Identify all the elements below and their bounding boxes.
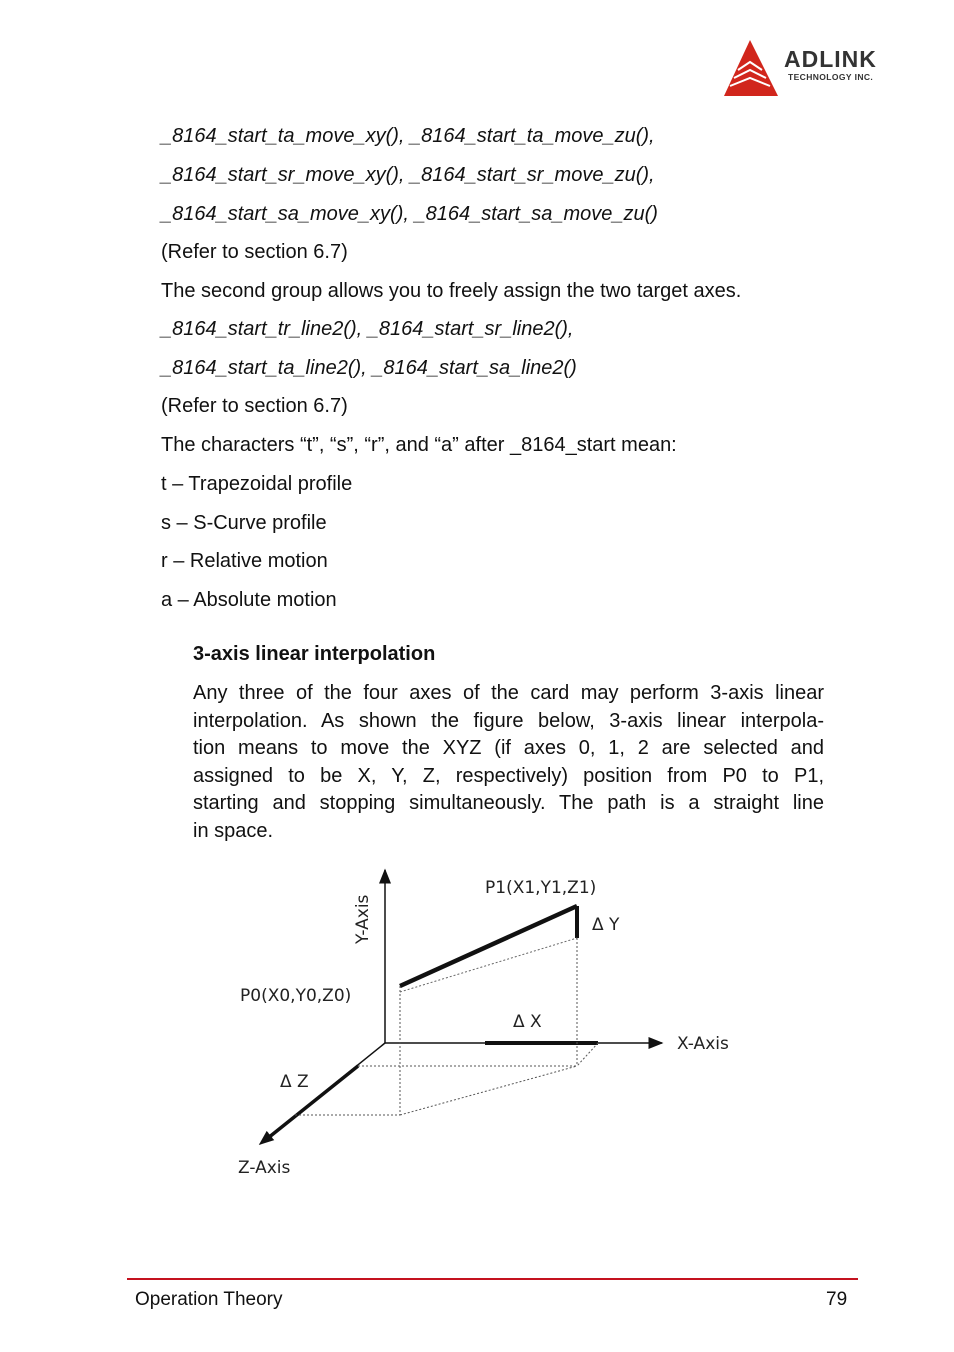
function-line-1: _8164_start_ta_move_xy(), _8164_start_ta_move_zu(), <box>161 125 655 147</box>
footer-rule <box>127 1278 858 1280</box>
body-line: in space. <box>193 819 274 842</box>
def-scurve: s – S-Curve profile <box>161 512 327 534</box>
characters-text: The characters “t”, “s”, “r”, and “a” after _8164_start mean: <box>161 434 677 456</box>
body-line: Any three of the four axes of the card may perform 3-axis linear <box>193 682 824 704</box>
section-body <box>193 680 824 845</box>
delta-z-label: Δ Z <box>280 1072 309 1092</box>
body-line: interpolation. As shown the figure below, 3-axis linear interpola- <box>193 709 824 732</box>
floor-diagonal <box>400 1066 577 1115</box>
def-absolute: a – Absolute motion <box>161 589 337 611</box>
p1-label: P1(X1,Y1,Z1) <box>485 878 597 898</box>
section-heading: 3-axis linear interpolation <box>193 643 436 665</box>
interpolation-diagram <box>230 860 750 1190</box>
second-group-text: The second group allows you to freely assign the two target axes. <box>161 280 742 302</box>
function-line-3: _8164_start_sa_move_xy(), _8164_start_sa_move_zu() <box>161 203 658 225</box>
def-relative: r – Relative motion <box>161 550 328 572</box>
function-line-4: _8164_start_tr_line2(), _8164_start_sr_line2(), <box>161 318 574 340</box>
adlink-logo <box>722 38 912 100</box>
body-line: assigned to be X, Y, Z, respectively) position from P0 to P1, <box>193 764 824 787</box>
refer-note-1: (Refer to section 6.7) <box>161 241 348 263</box>
page-number: 79 <box>826 1289 848 1310</box>
logo-subtitle: TECHNOLOGY INC. <box>788 72 874 82</box>
y-axis-label: Y-Axis <box>353 894 373 944</box>
delta-x-label: Δ X <box>513 1012 542 1032</box>
footer-section-title: Operation Theory <box>135 1289 283 1310</box>
body-line: starting and stopping simultaneously. The path is a straight line <box>193 792 824 814</box>
function-line-2: _8164_start_sr_move_xy(), _8164_start_sr_move_zu(), <box>161 164 655 186</box>
refer-note-2: (Refer to section 6.7) <box>161 395 348 417</box>
body-line: tion means to move the XYZ (if axes 0, 1, 2 are selected and <box>193 737 824 759</box>
adlink-triangle-icon <box>722 38 782 100</box>
def-trapezoidal: t – Trapezoidal profile <box>161 473 353 495</box>
p0-label: P0(X0,Y0,Z0) <box>240 986 352 1006</box>
x-axis-label: X-Axis <box>677 1034 729 1054</box>
z-axis-label: Z-Axis <box>238 1158 291 1178</box>
floor-line <box>577 1043 598 1066</box>
logo-wordmark: ADLINK <box>784 46 877 72</box>
delta-y-label: Δ Y <box>592 915 620 935</box>
function-line-5: _8164_start_ta_line2(), _8164_start_sa_line2() <box>161 357 577 379</box>
